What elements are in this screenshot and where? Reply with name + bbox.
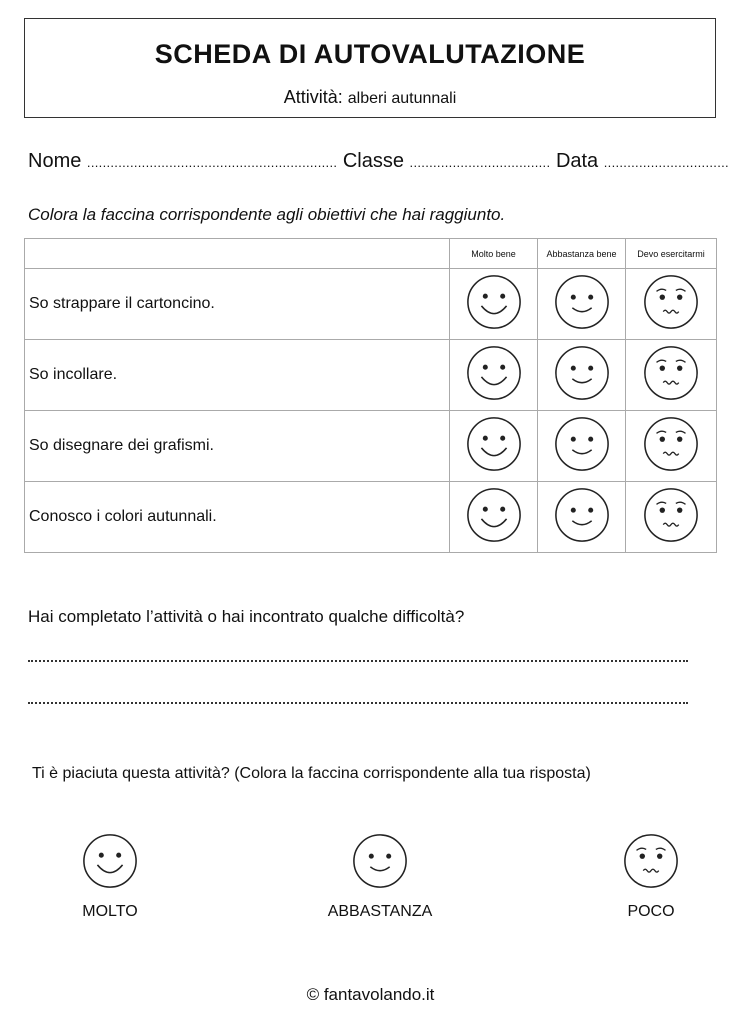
- table-row: [25, 340, 717, 411]
- happy-face-icon[interactable]: [465, 273, 523, 331]
- happy-face-icon[interactable]: [465, 486, 523, 544]
- self-assessment-table: [24, 238, 717, 553]
- page-title: SCHEDA DI AUTOVALUTAZIONE: [154, 39, 586, 69]
- worried-face-icon[interactable]: [642, 344, 700, 402]
- footer-credit: © fantavolando.it: [306, 985, 435, 1004]
- table-header-row: [25, 239, 717, 269]
- column-header: Abbastanza bene: [538, 239, 626, 269]
- table-header-empty: [25, 239, 450, 269]
- instruction-text: Colora la faccina corrispondente agli obiettivi che hai raggiunto.: [28, 205, 506, 224]
- objective-label: So strappare il cartoncino.: [25, 269, 450, 340]
- rating-label: POCO: [627, 903, 675, 920]
- activity-line: [25, 87, 715, 108]
- happy-face-icon[interactable]: [81, 832, 139, 890]
- activity-label: Attività:: [283, 87, 343, 107]
- liked-question: Ti è piaciuta questa attività? (Colora la faccina corrispondente alla tua risposta): [32, 765, 591, 782]
- rating-label: MOLTO: [82, 903, 138, 920]
- objective-label: Conosco i colori autunnali.: [25, 482, 450, 553]
- table-row: [25, 411, 717, 482]
- happy-face-icon[interactable]: [465, 415, 523, 473]
- column-header: Devo esercitarmi: [626, 239, 717, 269]
- rating-label: ABBASTANZA: [327, 903, 433, 920]
- smile-face-icon[interactable]: [553, 415, 611, 473]
- reflection-question: Hai completato l’attività o hai incontrato qualche difficoltà?: [28, 607, 465, 626]
- worried-face-icon[interactable]: [622, 832, 680, 890]
- rating-option-molto[interactable]: [40, 832, 180, 921]
- class-field[interactable]: ....................................: [409, 155, 551, 170]
- table-row: [25, 269, 717, 340]
- student-info-line: [28, 150, 729, 173]
- happy-face-icon[interactable]: [465, 344, 523, 402]
- date-field[interactable]: ................................: [603, 155, 729, 170]
- smile-face-icon[interactable]: [553, 486, 611, 544]
- table-row: [25, 482, 717, 553]
- worried-face-icon[interactable]: [642, 273, 700, 331]
- answer-line[interactable]: [28, 660, 688, 662]
- rating-option-abbastanza[interactable]: [310, 832, 450, 921]
- worried-face-icon[interactable]: [642, 486, 700, 544]
- column-header: Molto bene: [450, 239, 538, 269]
- name-label: Nome: [28, 150, 82, 172]
- header-box: [24, 18, 716, 118]
- smile-face-icon[interactable]: [553, 273, 611, 331]
- objective-label: So disegnare dei grafismi.: [25, 411, 450, 482]
- class-label: Classe: [342, 150, 404, 172]
- date-label: Data: [555, 150, 599, 172]
- smile-face-icon[interactable]: [351, 832, 409, 890]
- smile-face-icon[interactable]: [553, 344, 611, 402]
- activity-value: alberi autunnali: [347, 90, 457, 107]
- rating-option-poco[interactable]: [581, 832, 721, 921]
- objective-label: So incollare.: [25, 340, 450, 411]
- answer-line[interactable]: [28, 702, 688, 704]
- name-field[interactable]: ................................................................: [86, 155, 338, 170]
- worried-face-icon[interactable]: [642, 415, 700, 473]
